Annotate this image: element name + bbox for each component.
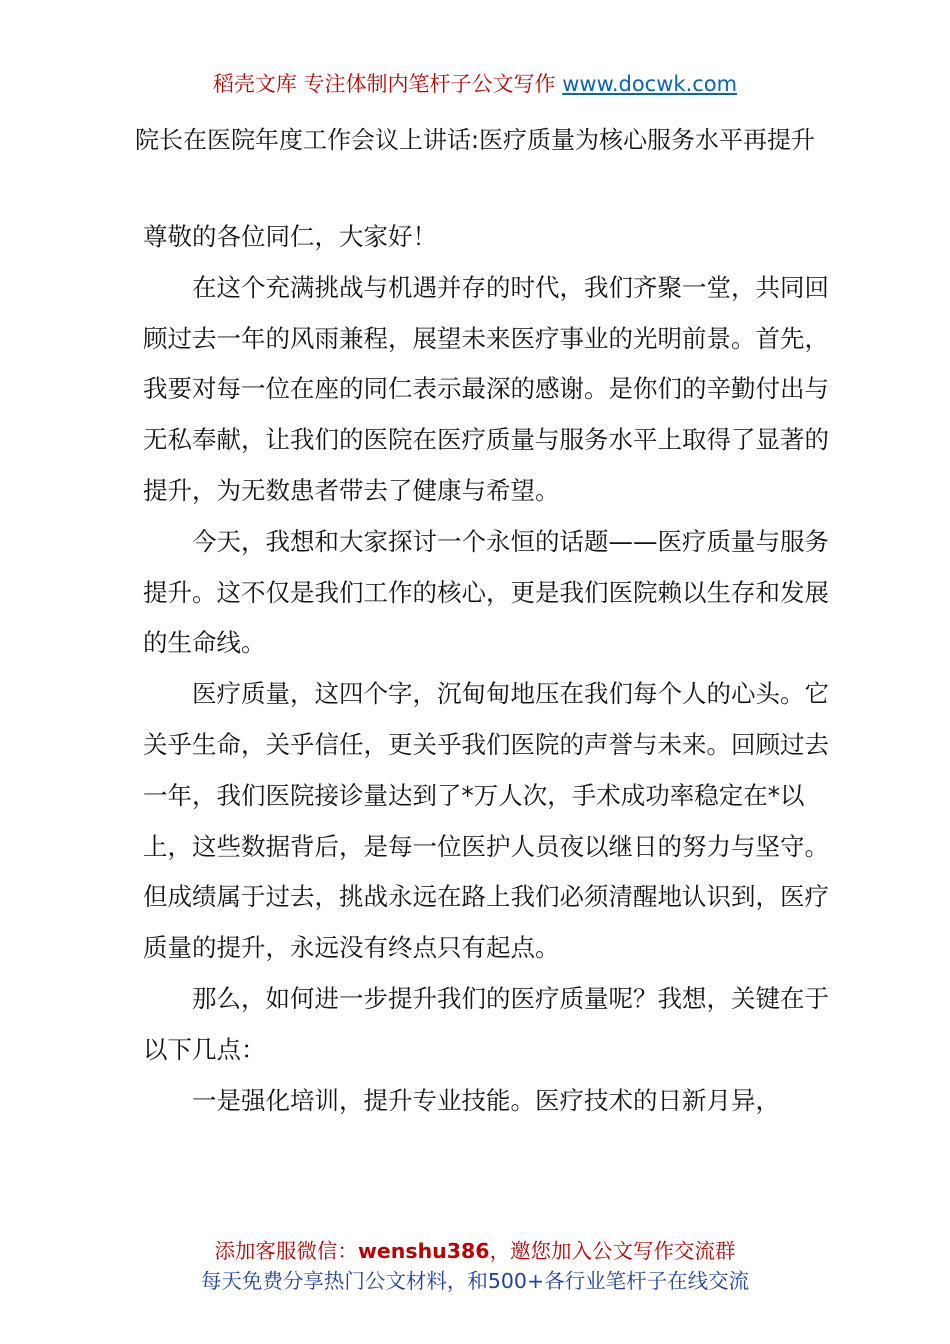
watermark-header — [0, 66, 950, 102]
footer-contact-prefix: 添加客服微信： — [214, 1239, 358, 1263]
document-body — [143, 212, 833, 1126]
footer-contact-line — [0, 1236, 950, 1266]
wechat-id: wenshu386 — [357, 1239, 490, 1263]
paragraph: 今天，我想和大家探讨一个永恒的话题——医疗质量与服务提升。这不仅是我们工作的核心，更是我们医院赖以生存和发展的生命线。 — [143, 526, 829, 658]
paragraph: 医疗质量，这四个字，沉甸甸地压在我们每个人的心头。它关乎生命，关乎信任，更关乎我们医院的声誉与未来。回顾过去一年，我们医院接诊量达到了*万人次，手术成功率稳定在*以上，这些数据背后，是每一位医护人员夜以继日的努力与坚守。但成绩属于过去，挑战永远在路上我们必须清醒地认识到，医疗质量的提升，永远没有终点只有起点。 — [143, 679, 829, 963]
site-link[interactable]: www.docwk.com — [562, 72, 738, 96]
document-title: 院长在医院年度工作会议上讲话:医疗质量为核心服务水平再提升 — [134, 126, 816, 154]
footer-contact-suffix: ，邀您加入公文写作交流群 — [489, 1239, 736, 1263]
paragraph: 在这个充满挑战与机遇并存的时代，我们齐聚一堂，共同回顾过去一年的风雨兼程，展望未来医疗事业的光明前景。首先，我要对每一位在座的同仁表示最深的感谢。是你们的辛勤付出与无私奉献，让我们的医院在医疗质量与服务水平上取得了显著的提升，为无数患者带去了健康与希望。 — [143, 272, 829, 505]
header-slogan: 稻壳文库 专注体制内笔杆子公文写作 — [212, 72, 563, 96]
greeting: 尊敬的各位同仁，大家好！ — [143, 222, 437, 251]
paragraph: 一是强化培训，提升专业技能。医疗技术的日新月异， — [192, 1085, 780, 1115]
paragraph: 那么，如何进一步提升我们的医疗质量呢？我想，关键在于以下几点： — [143, 983, 829, 1064]
footer-promo-line: 每天免费分享热门公文材料，和500+各行业笔杆子在线交流 — [200, 1269, 750, 1293]
watermark-footer — [0, 1236, 950, 1296]
